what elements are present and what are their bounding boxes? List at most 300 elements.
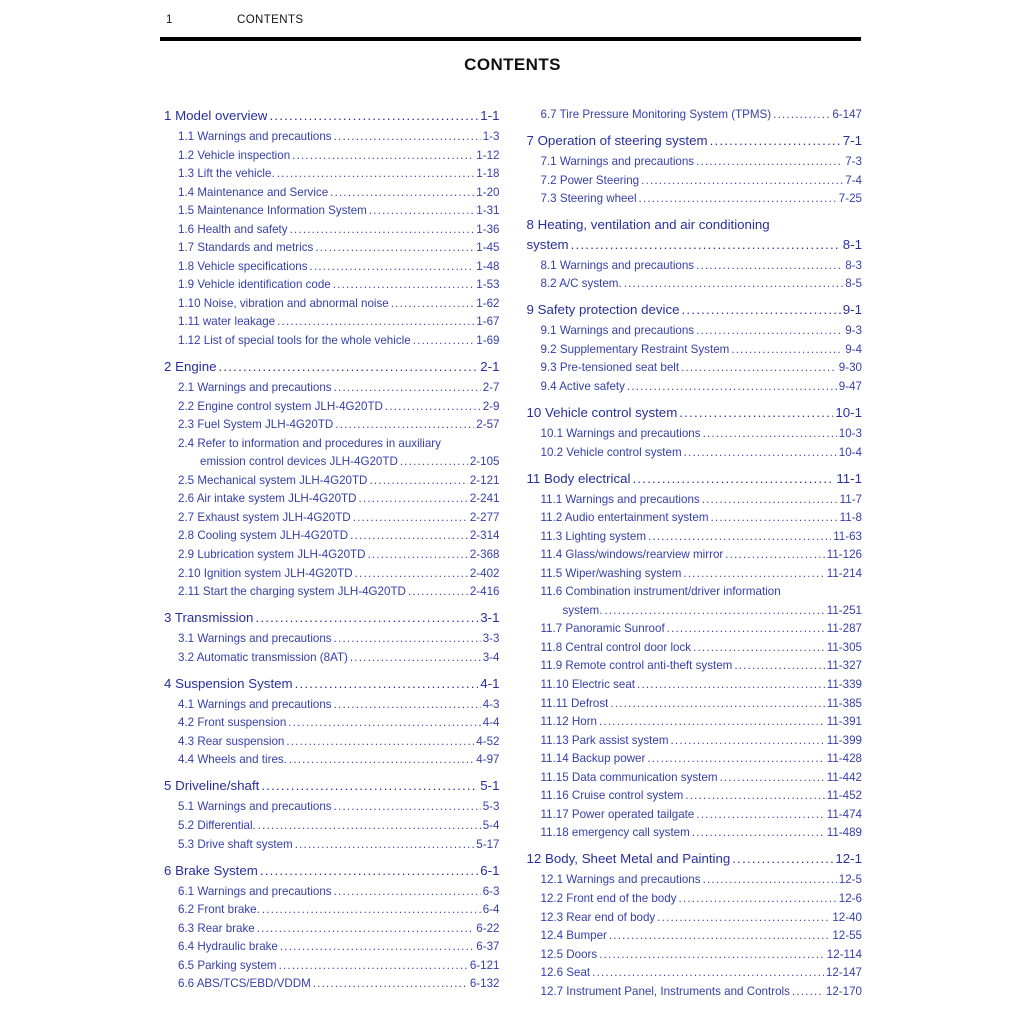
toc-entry-label: 12.5 Doors [540, 947, 598, 961]
toc-entry-label: 10.1 Warnings and precautions [540, 426, 701, 440]
toc-entry-label: 11.2 Audio entertainment system [540, 511, 709, 525]
toc-entry-page-number: 6-4 [482, 903, 500, 917]
toc-entry-page-number: 1-53 [476, 278, 500, 292]
toc-sub-entry[interactable] [527, 964, 863, 983]
toc-entry-page-number: 12-6 [838, 892, 862, 905]
toc-chapter-entry[interactable] [164, 674, 500, 694]
dot-leader [711, 509, 838, 528]
toc-sub-entry[interactable] [164, 165, 500, 184]
toc-entry-label: 11.8 Central control door lock [540, 640, 692, 654]
dot-leader [667, 620, 825, 639]
toc-entry-label: 1.12 List of special tools for the whole vehicle [178, 334, 411, 348]
toc-sub-entry[interactable] [164, 295, 500, 314]
dot-leader [681, 359, 837, 378]
dot-leader [703, 871, 837, 890]
toc-entry-page-number: 3-3 [482, 632, 500, 646]
toc-entry-label: 9.4 Active safety [540, 379, 625, 393]
dot-leader [295, 836, 475, 855]
toc-entry-page-number: 6-3 [482, 884, 500, 898]
dot-leader [315, 239, 474, 258]
toc-entry-label: 7 Operation of steering system [526, 133, 708, 149]
dot-leader [604, 602, 824, 621]
toc-left-column [164, 106, 500, 1001]
dot-leader [639, 190, 837, 209]
toc-entry-page-number: 10-4 [838, 445, 862, 459]
toc-entry-label: 1 Model overview [164, 108, 268, 123]
toc-entry-page-number: 5-3 [482, 800, 500, 814]
toc-sub-entry[interactable] [164, 975, 500, 994]
toc-sub-entry[interactable] [164, 490, 500, 509]
toc-entry-label: 11.7 Panoramic Sunroof [540, 622, 665, 636]
toc-sub-entry[interactable] [527, 491, 863, 510]
toc-chapter-entry[interactable] [527, 403, 863, 423]
dot-leader [279, 957, 468, 976]
toc-entry-page-number: 4-3 [482, 697, 500, 711]
dot-leader [369, 202, 474, 221]
toc-entry-page-number: 7-1 [842, 133, 862, 149]
dot-leader [334, 128, 481, 147]
toc-sub-entry[interactable] [527, 444, 863, 463]
toc-sub-entry[interactable] [164, 938, 500, 957]
toc-entry-label: 2.4 Refer to information and procedures in auxiliary [178, 436, 441, 450]
toc-entry-label: 6.4 Hydraulic brake [178, 940, 278, 954]
dot-leader [720, 769, 825, 788]
toc-sub-entry[interactable] [164, 817, 500, 836]
toc-chapter-entry[interactable] [164, 861, 500, 881]
toc-entry-page-number: 5-1 [480, 778, 500, 794]
dot-leader [258, 817, 481, 836]
dot-leader [773, 106, 830, 125]
toc-entry-label: 11.6 Combination instrument/driver information [540, 585, 781, 599]
toc-entry-label: 2.3 Fuel System JLH-4G20TD [178, 418, 334, 432]
toc-entry-label: 10.2 Vehicle control system [540, 445, 682, 459]
table-of-contents [164, 106, 862, 1001]
toc-entry-page-number: 3-1 [480, 610, 500, 626]
header-rule [160, 37, 861, 41]
toc-sub-entry[interactable] [164, 527, 500, 546]
toc-entry-page-number: 1-45 [476, 241, 500, 255]
toc-entry-page-number: 12-55 [832, 929, 862, 943]
toc-sub-entry[interactable] [527, 909, 863, 928]
toc-sub-entry[interactable] [164, 221, 500, 240]
toc-entry-page-number: 2-121 [469, 473, 500, 487]
toc-entry-label: 11.13 Park assist system [540, 733, 669, 747]
dot-leader [647, 750, 824, 769]
dot-leader [358, 490, 467, 509]
toc-entry-page-number: 1-12 [476, 148, 500, 162]
toc-entry-page-number: 11-474 [826, 807, 862, 821]
toc-entry-page-number: 1-3 [482, 130, 500, 143]
toc-entry-label: 2.7 Exhaust system JLH-4G20TD [178, 510, 351, 524]
running-header-page-number: 1 [166, 14, 173, 26]
toc-sub-entry[interactable] [527, 806, 863, 825]
toc-entry-page-number: 11-385 [826, 696, 862, 710]
dot-leader [710, 131, 841, 151]
toc-sub-entry[interactable] [527, 425, 863, 444]
toc-entry-page-number: 12-1 [835, 851, 862, 867]
toc-sub-entry[interactable] [527, 528, 863, 547]
toc-entry-page-number: 12-170 [825, 984, 862, 998]
dot-leader [350, 527, 468, 546]
toc-chapter-entry[interactable] [527, 469, 863, 489]
toc-entry-label: 8.2 A/C system. [540, 277, 622, 291]
toc-sub-entry[interactable] [527, 769, 863, 788]
toc-entry-label: 12.4 Bumper [540, 929, 607, 943]
toc-sub-entry[interactable] [527, 341, 863, 360]
toc-entry-page-number: 12-114 [826, 947, 862, 961]
toc-entry-page-number: 9-4 [845, 342, 862, 356]
toc-entry-label: 6.6 ABS/TCS/EBD/VDDM [178, 977, 311, 991]
toc-sub-entry[interactable] [527, 546, 863, 565]
toc-sub-entry[interactable] [164, 184, 500, 203]
toc-entry-label: 6.7 Tire Pressure Monitoring System (TPMS) [540, 108, 772, 121]
toc-sub-entry[interactable] [164, 258, 500, 277]
toc-entry-label: 6.3 Rear brake [178, 921, 255, 935]
toc-sub-entry[interactable] [527, 620, 863, 639]
dot-leader [684, 444, 837, 463]
toc-entry-page-number: 6-147 [832, 108, 862, 121]
dot-leader [685, 787, 824, 806]
toc-entry-page-number: 2-7 [482, 381, 500, 395]
toc-entry-label: 11.10 Electric seat [540, 678, 636, 692]
toc-sub-entry[interactable] [164, 836, 500, 855]
dot-leader [292, 147, 474, 166]
toc-entry-page-number: 11-391 [826, 715, 862, 729]
dot-leader [679, 890, 837, 909]
toc-entry-label: 8 Heating, ventilation and air conditioning [526, 217, 770, 233]
toc-sub-entry[interactable] [164, 379, 500, 398]
toc-entry-label-continued: emission control devices JLH-4G20TD [200, 455, 398, 469]
toc-entry-label: 11 Body electrical [526, 470, 631, 486]
dot-leader [313, 975, 468, 994]
toc-sub-entry[interactable] [527, 190, 863, 209]
toc-chapter-entry[interactable] [164, 106, 500, 126]
dot-leader [627, 378, 837, 397]
toc-entry-page-number: 7-3 [845, 155, 862, 169]
toc-sub-entry[interactable] [527, 172, 863, 191]
toc-sub-entry[interactable] [527, 322, 863, 341]
toc-entry-label: 5.1 Warnings and precautions [178, 800, 332, 814]
toc-entry-label: 12.1 Warnings and precautions [540, 873, 701, 887]
toc-entry-page-number: 2-1 [480, 359, 500, 375]
dot-leader [408, 583, 468, 602]
toc-sub-entry[interactable] [527, 509, 863, 528]
toc-sub-entry[interactable] [527, 787, 863, 806]
dot-leader [289, 751, 474, 770]
toc-sub-entry[interactable] [527, 565, 863, 584]
toc-entry-page-number: 2-402 [469, 566, 500, 580]
dot-leader [335, 416, 474, 435]
toc-sub-entry[interactable] [164, 583, 500, 602]
toc-sub-entry[interactable] [164, 416, 500, 435]
dot-leader [696, 806, 824, 825]
toc-entry-page-number: 5-4 [482, 818, 500, 832]
dot-leader [288, 714, 480, 733]
toc-sub-entry[interactable] [164, 920, 500, 939]
toc-entry-page-number: 2-314 [469, 529, 500, 543]
toc-sub-entry[interactable] [164, 332, 500, 351]
toc-sub-entry[interactable] [164, 714, 500, 733]
dot-leader [637, 676, 825, 695]
dot-leader [269, 106, 478, 126]
toc-entry-page-number: 4-52 [476, 734, 500, 748]
toc-sub-entry[interactable] [164, 147, 500, 166]
dot-leader [391, 295, 475, 314]
toc-entry-page-number: 1-69 [476, 334, 500, 348]
toc-entry-label: 4 Suspension System [164, 675, 293, 691]
toc-entry-page-number: 11-327 [826, 659, 862, 673]
toc-entry-page-number: 2-9 [482, 399, 500, 413]
dot-leader [385, 398, 481, 417]
toc-entry-page-number: 9-3 [845, 324, 862, 338]
dot-leader [350, 649, 481, 668]
toc-entry-page-number: 8-3 [845, 258, 862, 272]
toc-entry-label: 3 Transmission [164, 610, 254, 626]
dot-leader [369, 472, 467, 491]
dot-leader [632, 469, 834, 489]
dot-leader [334, 696, 481, 715]
toc-sub-entry[interactable] [164, 435, 500, 472]
toc-entry-page-number: 11-1 [836, 470, 862, 486]
toc-chapter-entry[interactable] [527, 131, 863, 151]
toc-sub-entry[interactable] [164, 883, 500, 902]
toc-entry-page-number: 9-1 [842, 302, 862, 318]
page-title: CONTENTS [464, 55, 561, 74]
toc-entry-label: 2.9 Lubrication system JLH-4G20TD [178, 547, 366, 561]
toc-entry-label: 1.9 Vehicle identification code [178, 278, 331, 292]
toc-entry-label: 11.5 Wiper/washing system [540, 566, 682, 580]
toc-entry-label: 4.1 Warnings and precautions [178, 697, 332, 711]
dot-leader [290, 221, 475, 240]
dot-leader [692, 824, 825, 843]
toc-sub-entry[interactable] [164, 733, 500, 752]
toc-entry-page-number: 2-105 [469, 455, 500, 469]
dot-leader [310, 258, 475, 277]
toc-entry-label: 2.8 Cooling system JLH-4G20TD [178, 529, 349, 543]
toc-sub-entry[interactable] [164, 472, 500, 491]
toc-entry-label: 9.1 Warnings and precautions [540, 324, 695, 338]
toc-entry-label: 1.4 Maintenance and Service [178, 185, 329, 199]
toc-entry-label: 12.7 Instrument Panel, Instruments and Controls [540, 984, 790, 998]
toc-entry-page-number: 2-277 [469, 510, 500, 524]
toc-sub-entry[interactable] [164, 565, 500, 584]
dot-leader [355, 565, 468, 584]
toc-entry-page-number: 11-442 [826, 770, 862, 784]
dot-leader [679, 403, 833, 423]
dot-leader [280, 938, 474, 957]
toc-sub-entry[interactable] [527, 695, 863, 714]
toc-entry-label: 10 Vehicle control system [526, 404, 678, 420]
toc-entry-page-number: 6-1 [480, 862, 500, 878]
toc-chapter-entry[interactable] [164, 608, 500, 628]
dot-leader [334, 379, 481, 398]
toc-sub-entry[interactable] [527, 639, 863, 658]
toc-chapter-entry[interactable] [164, 357, 500, 377]
toc-entry-label: 3.1 Warnings and precautions [178, 632, 332, 646]
toc-entry-label: 4.2 Front suspension [178, 716, 287, 730]
toc-entry-page-number: 11-399 [826, 733, 862, 747]
dot-leader [257, 920, 475, 939]
toc-entry-page-number: 2-241 [469, 492, 500, 506]
toc-entry-page-number: 11-214 [826, 566, 862, 580]
dot-leader [693, 639, 825, 658]
dot-leader [702, 491, 838, 510]
toc-sub-entry[interactable] [527, 378, 863, 397]
toc-sub-entry[interactable] [527, 583, 863, 620]
toc-entry-label: 11.18 emergency call system [540, 826, 690, 840]
toc-entry-page-number: 7-25 [838, 192, 862, 206]
toc-entry-label: 11.15 Data communication system [540, 770, 718, 784]
toc-entry-label: 5.3 Drive shaft system [178, 837, 293, 851]
toc-sub-entry[interactable] [527, 750, 863, 769]
toc-chapter-entry[interactable] [527, 849, 863, 869]
toc-entry-label: 5 Driveline/shaft [164, 778, 260, 794]
toc-entry-page-number: 2-57 [476, 418, 500, 432]
toc-sub-entry[interactable] [164, 546, 500, 565]
dot-leader [696, 257, 843, 276]
toc-sub-entry[interactable] [527, 983, 863, 1002]
toc-sub-entry[interactable] [164, 128, 500, 147]
toc-entry-page-number: 8-1 [842, 236, 862, 252]
toc-entry-page-number: 11-287 [826, 622, 862, 636]
dot-leader [592, 964, 824, 983]
toc-entry-page-number: 5-17 [476, 837, 500, 851]
toc-entry-page-number: 1-36 [476, 222, 500, 236]
toc-entry-label: 5.2 Differential. [178, 818, 256, 832]
toc-entry-page-number: 2-416 [469, 585, 500, 599]
dot-leader [703, 425, 837, 444]
toc-entry-label: 11.14 Backup power [540, 752, 646, 766]
toc-sub-entry[interactable] [164, 398, 500, 417]
toc-entry-page-number: 1-20 [476, 185, 500, 199]
toc-entry-page-number: 12-40 [832, 910, 862, 924]
toc-entry-label: 2.1 Warnings and precautions [178, 381, 332, 395]
toc-sub-entry[interactable] [527, 275, 863, 294]
toc-entry-page-number: 1-31 [476, 204, 500, 218]
toc-sub-entry[interactable] [164, 202, 500, 221]
toc-entry-label: 2.10 Ignition system JLH-4G20TD [178, 566, 353, 580]
dot-leader [657, 909, 830, 928]
dot-leader [624, 275, 844, 294]
toc-entry-label: 11.17 Power operated tailgate [540, 807, 695, 821]
toc-entry-page-number: 11-489 [826, 826, 862, 840]
toc-sub-entry[interactable] [527, 927, 863, 946]
dot-leader [725, 546, 824, 565]
toc-sub-entry[interactable] [164, 798, 500, 817]
toc-entry-page-number: 1-62 [476, 296, 500, 310]
toc-sub-entry[interactable] [164, 630, 500, 649]
toc-sub-entry[interactable] [164, 751, 500, 770]
toc-entry-page-number: 1-18 [476, 167, 500, 181]
toc-entry-label: 11.1 Warnings and precautions [540, 492, 700, 506]
toc-entry-page-number: 1-48 [476, 259, 500, 273]
toc-entry-page-number: 12-147 [825, 966, 862, 980]
toc-entry-label: 6.5 Parking system [178, 958, 277, 972]
dot-leader [334, 630, 481, 649]
toc-sub-entry[interactable] [527, 359, 863, 378]
toc-sub-entry[interactable] [527, 890, 863, 909]
dot-leader [682, 300, 841, 320]
toc-sub-entry[interactable] [164, 239, 500, 258]
dot-leader [368, 546, 468, 565]
toc-entry-page-number: 4-97 [476, 753, 500, 767]
toc-sub-entry[interactable] [164, 957, 500, 976]
dot-leader [260, 861, 478, 881]
toc-entry-page-number: 11-305 [826, 640, 862, 654]
toc-sub-entry[interactable] [527, 871, 863, 890]
toc-entry-page-number: 9-47 [838, 379, 862, 393]
dot-leader [286, 733, 474, 752]
toc-sub-entry[interactable] [527, 153, 863, 172]
dot-leader [277, 313, 474, 332]
dot-leader [732, 849, 833, 869]
toc-entry-label: 4.3 Rear suspension [178, 734, 285, 748]
running-header-title: CONTENTS [237, 14, 304, 26]
toc-chapter-entry[interactable] [164, 776, 500, 796]
toc-entry-label: 2.5 Mechanical system JLH-4G20TD [178, 473, 368, 487]
toc-sub-entry[interactable] [164, 509, 500, 528]
toc-entry-label: 6.1 Warnings and precautions [178, 884, 332, 898]
toc-sub-entry[interactable] [527, 106, 863, 125]
toc-sub-entry[interactable] [527, 713, 863, 732]
toc-entry-page-number: 6-37 [476, 940, 500, 954]
toc-sub-entry[interactable] [527, 657, 863, 676]
dot-leader [671, 732, 825, 751]
toc-entry-label: 7.3 Steering wheel [540, 192, 637, 206]
toc-entry-page-number: 9-30 [838, 361, 862, 375]
dot-leader [400, 453, 468, 472]
toc-sub-entry[interactable] [164, 696, 500, 715]
toc-sub-entry[interactable] [527, 824, 863, 843]
dot-leader [683, 565, 824, 584]
toc-entry-label: 7.2 Power Steering [540, 173, 640, 187]
toc-entry-label: 1.5 Maintenance Information System [178, 204, 367, 218]
toc-entry-label: 1.1 Warnings and precautions [178, 130, 332, 143]
toc-entry-label: 12.6 Seat [540, 966, 591, 980]
toc-entry-page-number: 11-428 [826, 752, 862, 766]
toc-chapter-entry[interactable] [527, 300, 863, 320]
dot-leader [731, 341, 843, 360]
toc-entry-label: 11.3 Lighting system [540, 529, 646, 543]
toc-sub-entry[interactable] [164, 901, 500, 920]
toc-sub-entry[interactable] [527, 676, 863, 695]
dot-leader [696, 153, 843, 172]
toc-sub-entry[interactable] [527, 257, 863, 276]
toc-entry-page-number: 11-63 [833, 529, 862, 543]
dot-leader [734, 657, 824, 676]
toc-entry-page-number: 6-121 [469, 958, 500, 972]
toc-entry-page-number: 7-4 [845, 173, 862, 187]
toc-entry-page-number: 11-8 [839, 511, 862, 525]
toc-sub-entry[interactable] [527, 946, 863, 965]
dot-leader [333, 276, 475, 295]
toc-sub-entry[interactable] [164, 649, 500, 668]
toc-entry-label: 8.1 Warnings and precautions [540, 258, 695, 272]
running-header [164, 14, 861, 32]
toc-sub-entry[interactable] [164, 313, 500, 332]
toc-sub-entry[interactable] [164, 276, 500, 295]
dot-leader [262, 901, 481, 920]
dot-leader [334, 798, 481, 817]
toc-entry-label: 2.2 Engine control system JLH-4G20TD [178, 399, 383, 413]
toc-chapter-entry[interactable] [527, 215, 863, 254]
dot-leader [334, 883, 481, 902]
toc-entry-page-number: 12-5 [838, 873, 862, 887]
toc-entry-page-number: 4-4 [482, 716, 500, 730]
toc-sub-entry[interactable] [527, 732, 863, 751]
dot-leader [610, 695, 824, 714]
toc-entry-page-number: 3-4 [482, 650, 500, 664]
